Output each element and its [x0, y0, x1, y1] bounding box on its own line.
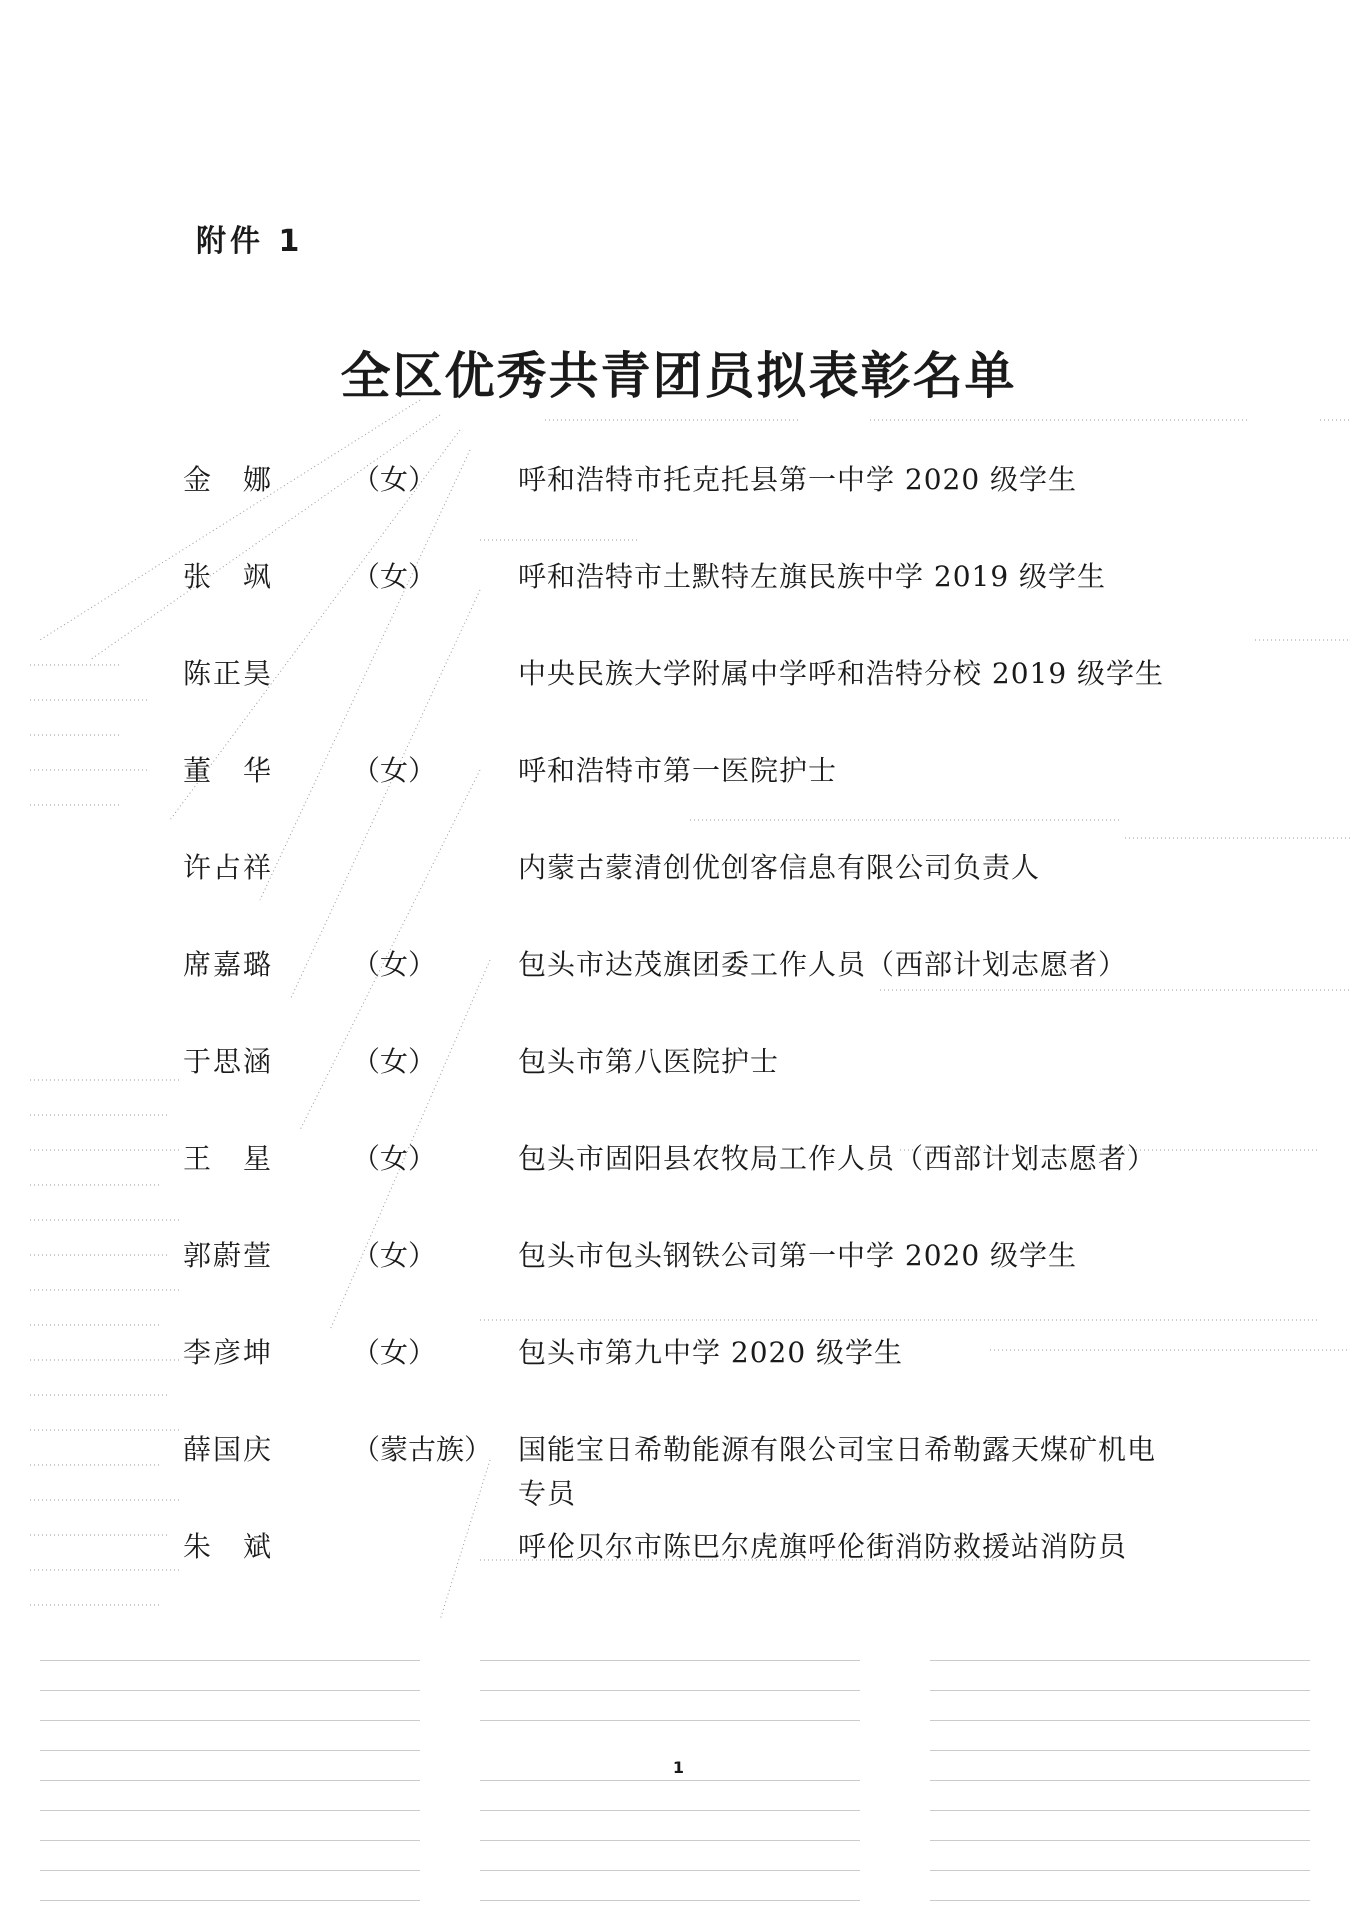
honoree-note: （女）	[352, 560, 437, 593]
attachment-label: 附件 1	[196, 224, 304, 259]
honoree-description: 呼和浩特市土默特左旗民族中学 2019 级学生	[518, 560, 1107, 593]
honoree-name: 李彦坤	[183, 1336, 274, 1369]
list-item	[0, 1040, 1357, 1137]
honoree-name: 郭蔚萱	[183, 1239, 274, 1272]
honoree-name: 薛国庆	[183, 1433, 274, 1466]
list-item	[0, 943, 1357, 1040]
honoree-note: （蒙古族）	[352, 1433, 493, 1466]
page-number: 1	[672, 1758, 685, 1777]
list-item	[0, 1234, 1357, 1331]
honoree-note: （女）	[352, 463, 437, 496]
honoree-description: 中央民族大学附属中学呼和浩特分校 2019 级学生	[518, 657, 1165, 690]
honoree-description: 呼和浩特市第一医院护士	[518, 754, 838, 787]
honoree-name: 于思涵	[183, 1045, 274, 1078]
honoree-description: 包头市包头钢铁公司第一中学 2020 级学生	[518, 1239, 1078, 1272]
honoree-description: 包头市达茂旗团委工作人员（西部计划志愿者）	[518, 948, 1128, 981]
page-title: 全区优秀共青团员拟表彰名单	[340, 346, 1017, 405]
honoree-note: （女）	[352, 1239, 437, 1272]
honoree-list	[0, 458, 1357, 1622]
honoree-description: 国能宝日希勒能源有限公司宝日希勒露天煤矿机电专员	[518, 1433, 1157, 1510]
honoree-name: 金 娜	[183, 463, 274, 496]
honoree-name: 张 飒	[183, 560, 274, 593]
list-item	[0, 458, 1357, 555]
list-item	[0, 1331, 1357, 1428]
honoree-note: （女）	[352, 1142, 437, 1175]
honoree-description: 内蒙古蒙清创优创客信息有限公司负责人	[518, 851, 1041, 884]
honoree-name: 王 星	[183, 1142, 274, 1175]
list-item	[0, 1525, 1357, 1622]
list-item	[0, 749, 1357, 846]
honoree-name: 朱 斌	[183, 1530, 274, 1563]
list-item	[0, 652, 1357, 749]
honoree-name: 陈正昊	[183, 657, 274, 690]
list-item	[0, 1428, 1357, 1525]
honoree-description: 包头市固阳县农牧局工作人员（西部计划志愿者）	[518, 1142, 1157, 1175]
honoree-note: （女）	[352, 948, 437, 981]
list-item	[0, 846, 1357, 943]
honoree-note: （女）	[352, 754, 437, 787]
honoree-note: （女）	[352, 1045, 437, 1078]
honoree-description: 呼和浩特市托克托县第一中学 2020 级学生	[518, 463, 1078, 496]
list-item	[0, 1137, 1357, 1234]
honoree-description: 呼伦贝尔市陈巴尔虎旗呼伦街消防救援站消防员	[518, 1530, 1128, 1563]
list-item	[0, 555, 1357, 652]
honoree-note: （女）	[352, 1336, 437, 1369]
honoree-name: 许占祥	[183, 851, 274, 884]
honoree-description: 包头市第九中学 2020 级学生	[518, 1336, 904, 1369]
honoree-description: 包头市第八医院护士	[518, 1045, 780, 1078]
honoree-name: 董 华	[183, 754, 274, 787]
honoree-name: 席嘉璐	[183, 948, 274, 981]
